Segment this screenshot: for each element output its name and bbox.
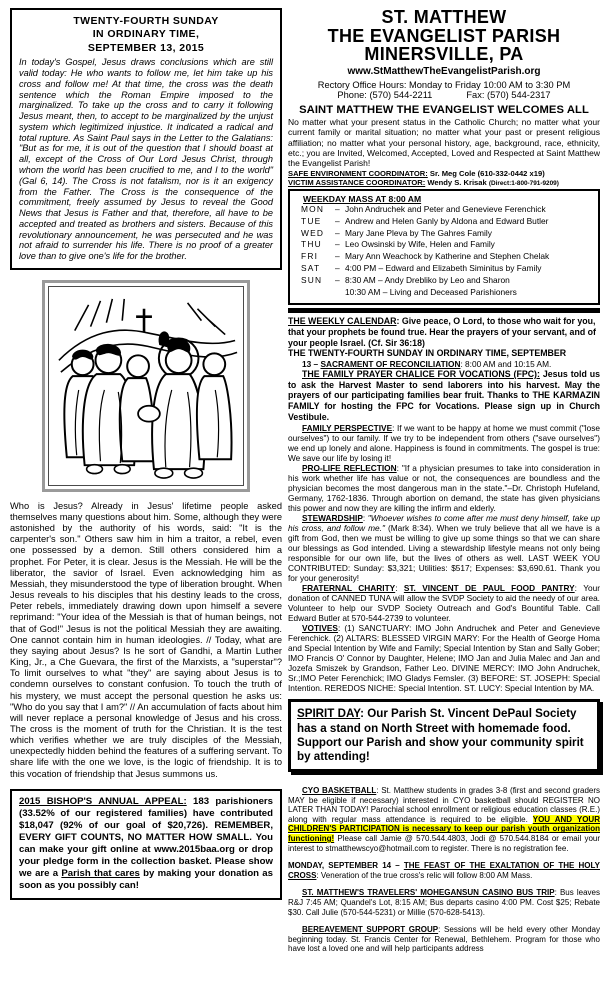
mass-day: SUN [301, 275, 323, 286]
mass-intention: 10:30 AM – Living and Deceased Parishioners [345, 287, 517, 298]
who-is-jesus-text: Who is Jesus? Already in Jesus' lifetime people asked themselves many questions about him. Some, although they were astonished by the authority of his words, said: "It is the carpenter's son." Others saw him in him a traitor, a rebel, even one possessed by a demon. Still others considered him a prophet. For Peter, it is clear. Jesus is the Messiah. He will be the liberator, the savior of Israel. Even acknowledging him as Messiah, they misunderstood the type of liberation brought. When Jesus reveals to his disciples that his destiny leads to the cross, Peter rebels, immediately drawing down upon himself a severe reprimand: "Your idea of the Messiah is that of human beings, not that of God!" Jesus is not the political Messiah they are awaiting. One cannot contain him in human ideologies. // Today, what are they saying about Jesus? Is he sort of Gandhi, a Martin Luther King, Jr., a Che Guevara, the first of the Marxists, a "superstar"? To limit ourselves to what "they" are saying about Jesus is to condemn ourselves to constant confusion. To touch the truth of his mystery, we must accept the personal question he asks us: "Who do you say that I am?" // An accumulation of facts about him will never replace a personal knowledge of Jesus and his cross. The cross is the moment of truth for the Christian. It is the test which verifies whether we are truly disciples of the Messiah, unexpectedly hidden behind the features of a suffering servant. To share life with the one we love, is the logic of friendship. It is to this vocation of friendship that Jesus summons us. [10, 500, 282, 779]
mass-day: TUE [301, 215, 322, 226]
mass-intention: John Andruchek and Peter and Genevieve Ferenchick [345, 203, 546, 214]
mass-dash: – [335, 227, 340, 238]
bereavement-title: BEREAVEMENT SUPPORT GROUP [302, 925, 439, 935]
mass-row [301, 228, 593, 240]
mass-intention: 4:00 PM – Edward and Elizabeth Siminitus by Family [345, 263, 542, 274]
cyo-body: : St. Matthew students in grades 3-8 (first and second graders MAY be eligible if necessary) interested in CYO basketball should REGISTER NO LATER THAN TODAY! Parochial school enrollment or religious education classes (R.E.) along with regular mass attendance is required to be eligible. [288, 786, 601, 824]
cyo-title: CYO BASKETBALL [302, 786, 377, 796]
monday-feast-notice [288, 861, 600, 880]
masthead [288, 8, 600, 100]
contact-line [288, 90, 600, 100]
food-pantry-title: ST. VINCENT DE PAUL FOOD PANTRY [403, 583, 575, 594]
victim-assist-extra: (Direct:1-800-791-9209) [488, 179, 559, 187]
welcome-title: SAINT MATTHEW THE EVANGELIST WELCOMES ALL [299, 104, 589, 117]
reconciliation-date: 13 – [302, 358, 321, 369]
sunday-heading: THE TWENTY-FOURTH SUNDAY IN ORDINARY TIME, SEPTEMBER [288, 348, 567, 359]
left-column [10, 8, 282, 1000]
victim-assistance-coordinator [288, 179, 600, 188]
weekly-calendar-heading: THE WEEKLY CALENDAR [288, 316, 397, 327]
mass-schedule-box [288, 189, 600, 305]
mass-day: THU [301, 239, 322, 250]
welcome-body: No matter what your present status in the Catholic Church; no matter what your current family or marital situation; no matter what your past or present religious affiliation; no matter what your personal history, age, background, race, ethnicity, etc.; you are Invited, Welcomed, Accepted, Loved and Respected at Saint Matthew the Evangelist Parish! [288, 117, 600, 168]
feast-tail: : Veneration of the true cross's relic will follow 8:00 AM Mass. [316, 870, 533, 880]
family-perspective-title: FAMILY PERSPECTIVE [302, 422, 393, 433]
fax-number: Fax: (570) 544-2317 [466, 90, 551, 101]
mass-row [301, 275, 593, 287]
bereavement-notice [288, 925, 600, 954]
mass-intention: Mary Jane Pleva by The Gahres Family [345, 227, 492, 238]
mass-dash: – [335, 203, 340, 214]
cyo-body-tail: Please call Jamie @ 570.544.4803, Jodi @ 570.544.8184 or email your interest to stmatthewscyo@hotmail.com to register. There is no registration fee. [288, 834, 600, 853]
weekly-calendar-text: : Give peace, O Lord, to those who wait for you, that your prophets be found true. Hear the prayers of your servant, and of your people Israel. (Cf. Sir 36:18) [288, 316, 596, 348]
family-prayer-chalice-block [288, 369, 600, 423]
reflection-title-line-3: SEPTEMBER 13, 2015 [87, 41, 205, 54]
reconciliation-line [302, 359, 600, 369]
parish-location: MINERSVILLE, PA [364, 44, 524, 65]
family-perspective-body: : If we want to be happy at home we must commit ("lose ourselves") to our family. If we try to be independent from others ("save ourselves") we end up lonely and alone. Happiness is found in commitments. The gospel is true: We save our life by losing it! [288, 422, 600, 463]
fraternal-charity-title: FRATERNAL CHARITY [302, 583, 396, 594]
stewardship-quote: "Whoever wishes to come after me must deny himself, take up his cross, and follow me." [288, 512, 600, 533]
mass-row [301, 287, 593, 299]
appeal-text: 183 parishioners (33.52% of our registered families) have contributed $18,047 (92% of our goal of $20,726). REMEMBER, EVERY GIFT COUNTS, NO MATTER HOW SMALL. You can make your gift online at www.2015baa.org or drop your pledge form in the collection basket. Please show we are a [19, 795, 273, 879]
mass-dash: – [335, 239, 340, 250]
cyo-highlight: YOU AND YOUR CHILDREN'S PARTICIPATION is necessary to keep our parish youth organization functioning! [288, 814, 600, 844]
parish-name-line-2: THE EVANGELIST PARISH [327, 25, 561, 46]
victim-assist-label: VICTIM ASSISTANCE COORDINATOR: [288, 177, 426, 187]
reflection-box [10, 8, 282, 270]
mass-intention: Leo Owsinski by Wife, Helen and Family [345, 239, 495, 250]
reconciliation-times: : 8:00 AM and 10:15 AM. [460, 358, 552, 369]
bus-trip-notice [288, 888, 600, 917]
stewardship-title: STEWARDSHIP [302, 512, 363, 523]
mass-day: FRI [301, 251, 319, 262]
mass-day: WED [301, 227, 325, 238]
mass-intention: Andrew and Helen Ganly by Aldona and Edward Butler [345, 215, 549, 226]
mass-day: MON [301, 203, 325, 214]
mass-row [301, 251, 593, 263]
mass-dash: – [335, 263, 340, 274]
spirit-day-body: : Our Parish St. Vincent DePaul Society has a stand on North Street with homemade food. Support our Parish and show your community spirit by attending! [297, 707, 584, 763]
safe-env-label: SAFE ENVIRONMENT COORDINATOR: [288, 169, 428, 179]
pro-life-reflection-article [288, 463, 600, 513]
reflection-title-line-1: TWENTY-FOURTH SUNDAY [73, 15, 219, 27]
jesus-and-disciples-icon [48, 286, 244, 486]
mass-intention: Mary Ann Weachock by Katherine and Stephen Chelak [345, 251, 550, 262]
mass-row [301, 263, 593, 275]
bishops-annual-appeal-box [10, 789, 282, 900]
votives-title: VOTIVES [302, 623, 338, 634]
feast-link: THE FEAST OF THE EXALTATION OF THE HOLY CROSS [288, 861, 600, 880]
fpc-body: Jesus told us to ask the Harvest Master to send laborers into his harvest. May the prayers of our participating families bear fruit. Thanks to THE KARMAZIN FAMILY for hosting the FPC for Vocations. Please sign up in Church Vestibule. [288, 369, 600, 422]
artwork-frame [42, 280, 250, 492]
mass-day: SAT [301, 263, 321, 274]
artwork-container [10, 280, 282, 492]
weekday-mass-heading: WEEKDAY MASS AT 8:00 AM [303, 193, 422, 204]
votives-body: : (1) SANCTUARY: IMO John Andruchek and Peter and Genevieve Ferenchick. (2) ALTARS: BLESSED VIRGIN MARY: For the Health of George Homa and Special Intention by Wife and Family; Special Intention by Stan and Sally Gober; IMO Francis O' Connor by Daughter, Helene; IMO Jan and Julia Malec and Jan and Jozefa Smiszek by Grandson, Father Leo. DIVINE MERCY: IMO John Andruchek, Sr.;IMO Peter Ferenchick; IMO Gladys Femsler. (3) BEFORE: ST. JOSEPH: Special Intention. REREDOS NICHE: Special Intention. ST. LUCY: Special Intention by MA. [288, 623, 600, 694]
weekly-calendar-block [288, 316, 600, 348]
votives-article [288, 623, 600, 693]
parish-that-cares-link[interactable]: Parish that cares [61, 867, 140, 879]
fraternal-charity-body: : Your donation of CANNED TUNA will allow the SVDP Society to aid the needy of our area. Volunteer to help our SVDP Society Outreach and God's Bountiful Table. Call Edward Butler at 570-544-2739 to volunteer. [288, 583, 600, 624]
spirit-day-text [297, 707, 591, 764]
phone-number: Phone: (570) 544-2211 [337, 90, 433, 101]
spirit-day-label: SPIRIT DAY [297, 707, 361, 721]
victim-assist-value: Wendy S. Krisak [425, 177, 489, 187]
stewardship-colon: : [362, 512, 368, 523]
appeal-text-tail: by making your donation as soon as you possibly can! [19, 867, 273, 891]
parish-name-line-1: ST. MATTHEW [381, 7, 507, 27]
bottom-notices [288, 778, 600, 962]
bus-trip-title: ST. MATTHEW'S TRAVELERS' MOHEGANSUN CASINO BUS TRIP [302, 888, 555, 898]
articles-block [288, 423, 600, 694]
mass-dash: – [335, 275, 340, 286]
stewardship-body: (Mark 8:34). When we truly believe that all we have is a gift from God, then we must be willing to give up some things so that we can share our blessings as God intended. Living a stewardship lifestyle means not only being responsible for our own life, but the lives of others as well. LAST WEEK YOU CONTRIBUTED: Sunday: $3,321; Utilities: $517; Expenses: $3,690.61. Thank you for your generosity! [288, 522, 600, 584]
right-column [288, 8, 600, 1000]
mass-row [301, 216, 593, 228]
sunday-heading-line [288, 348, 600, 359]
cyo-basketball-notice [288, 786, 600, 853]
appeal-heading: 2015 BISHOP'S ANNUAL APPEAL: [19, 795, 187, 807]
parish-website[interactable]: www.StMatthewTheEvangelistParish.org [347, 66, 541, 78]
monday-date-label: MONDAY, SEPTEMBER 14 – [288, 861, 404, 871]
reconciliation-link[interactable]: SACRAMENT OF RECONCILIATION [320, 358, 461, 369]
reflection-title-line-2: IN ORDINARY TIME, [92, 28, 200, 41]
spirit-day-box [288, 699, 600, 772]
appeal-body [19, 796, 273, 892]
reflection-body: In today's Gospel, Jesus draws conclusions which are still valid today: He who wants to follow me, let him take up his cross and follow me! At that time, the cross was the death sentence which the Roman Empire imposed to the marginalized. To take up the cross and to carry it following Jesus meant, then, to accept to be marginalized by the unjust system which legitimized injustice. It indicated a radical and total rupture. As Saint Paul says in the Letter to the Galatians: "But as for me, it is out of the question that I should boast at all, except of the Cross of Our Lord Jesus Christ, through whom the world has been crucified to me, and I to the world" (Gal 6, 14). The Cross is not fatalism, nor is it an exigency from the Father. The Cross is the consequence of the commitment, freely assumed by Jesus to reveal the Good News that Jesus is Father and that, therefore, all have to be accepted and treated as brothers and sisters. Because of this revolutionary announcement, he was persecuted and he was not afraid to surrender his life. There is no proof of a greater love than to give one's life for the brother. [19, 57, 273, 262]
bereavement-body: : Sessions will be held every other Monday beginning today. St. Francis Center for Renewal, Bethlehem. Program for those who have lost a loved one and will help participants address [288, 925, 600, 954]
fpc-title: THE FAMILY PRAYER CHALICE FOR VOCATIONS (FPC): [302, 369, 540, 380]
mass-dash: – [335, 251, 340, 262]
reflection-title [19, 15, 273, 55]
family-perspective-article [288, 423, 600, 463]
mass-dash: – [335, 215, 340, 226]
office-hours: Rectory Office Hours: Monday to Friday 10:00 AM to 3:30 PM [317, 80, 571, 91]
safe-env-value: Sr. Meg Cole (610-332-0442 x19) [427, 169, 545, 179]
fraternal-charity-article [288, 583, 600, 623]
coordinators-block [288, 170, 600, 188]
pro-life-body: : "If a physician presumes to take into consideration in his work whether life has value or not, the consequences are boundless and the physician becomes the most dangerous man in the state."–Dr. Christoph Hufeland, Germany, 1762-1836. Through abortion on demand, the state has given physicians this power and now they are killing the infirm and elderly. [288, 462, 600, 513]
bus-trip-body: : Bus leaves R&J 7:45 AM; Quandel's Lot, 8:15 AM; Bus departs casino 4:00 PM. Cost $25; Rebate $30. Call Julie (570-544-5231) or Millie (570-628-5413). [288, 888, 600, 917]
stewardship-article [288, 513, 600, 583]
mass-intention: 8:30 AM – Andy Drebliko by Leo and Sharon [345, 275, 510, 286]
mass-row [301, 239, 593, 251]
fraternal-charity-sep: : [395, 583, 404, 594]
mass-row [301, 204, 593, 216]
pro-life-title: PRO-LIFE REFLECTION [302, 462, 397, 473]
section-divider [288, 308, 600, 313]
